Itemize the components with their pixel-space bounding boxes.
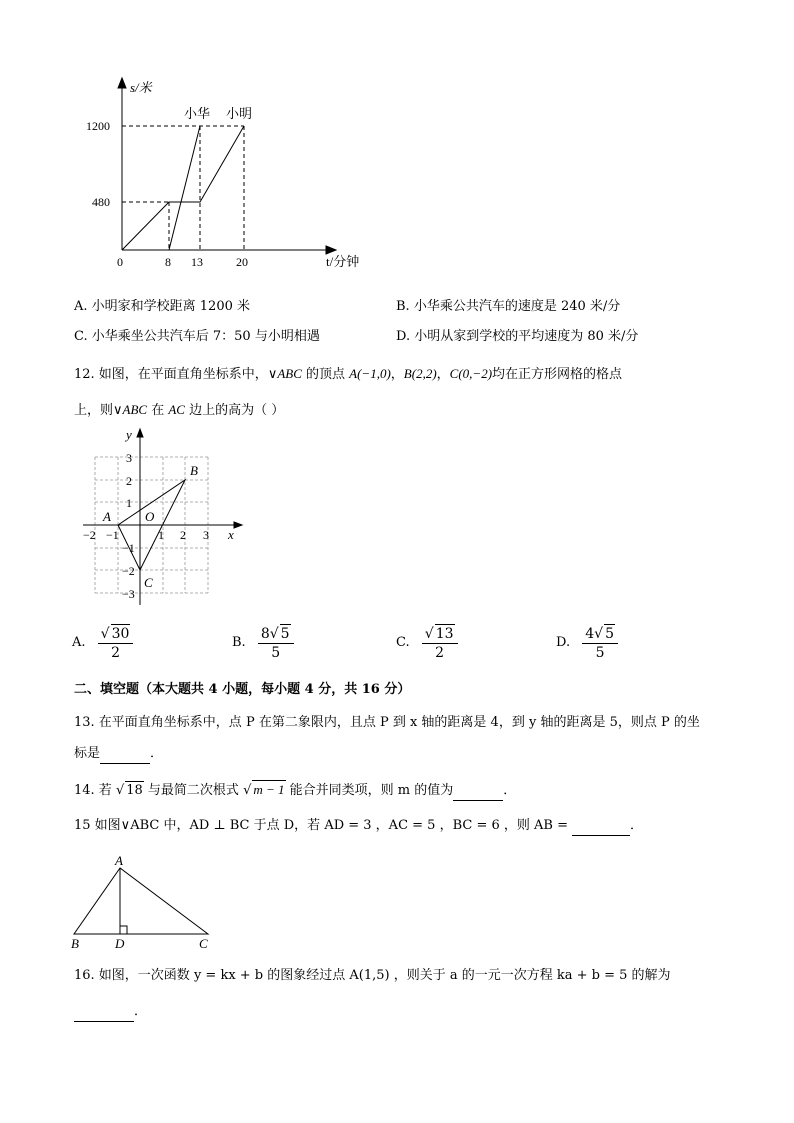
q12-option-b: B. $\frac{8√ 5}{5}$ xyxy=(232,624,294,662)
answer-blank[interactable] xyxy=(100,745,150,764)
y-label: y xyxy=(126,427,132,442)
xiaohua-line xyxy=(169,126,200,250)
y-tick-3: 3 xyxy=(126,451,132,465)
answer-blank[interactable] xyxy=(74,1003,134,1022)
y-tick-2: 2 xyxy=(126,474,132,488)
xiaoming-line xyxy=(122,126,244,250)
x-tick-neg1: −1 xyxy=(106,528,119,542)
q12-option-d: D. $\frac{4√ 5}{5}$ xyxy=(556,624,618,662)
label-xiaoming: 小明 xyxy=(226,106,253,121)
answer-blank[interactable] xyxy=(453,782,503,801)
point-a-label: A xyxy=(103,509,111,524)
x-tick-3: 3 xyxy=(203,528,209,542)
q12-option-c: C. $\frac{√ 13}{2}$ xyxy=(396,624,458,662)
distance-time-graph xyxy=(80,70,380,275)
x-axis-label: t/分钟 xyxy=(326,254,360,269)
label-xiaohua: 小华 xyxy=(184,106,211,121)
answer-blank[interactable] xyxy=(572,817,630,836)
q16-line2: ． xyxy=(74,1003,147,1022)
q14-line: 14. 若 √ 18 与最简二次根式 √ m − 1 能合并同类项，则 m 的值为 ． xyxy=(74,780,516,801)
vertex-c-label: C xyxy=(199,936,208,951)
q13-line2: 标是 ． xyxy=(74,745,163,764)
x-tick-neg2: −2 xyxy=(83,528,96,542)
vertex-b-label: B xyxy=(71,936,79,951)
q11-option-c: C. 小华乘坐公共汽车后 7：50 与小明相遇 xyxy=(74,329,320,344)
point-d-label: D xyxy=(115,936,125,951)
vertex-a-label: A xyxy=(115,853,123,868)
origin-label: O xyxy=(145,509,155,524)
y-tick-1200: 1200 xyxy=(86,119,110,133)
q15-line: 15 如图∨ABC 中，AD ⊥ BC 于点 D，若 AD = 3 ，AC = 5 ，BC = 6 ，则 AB = ． xyxy=(74,817,643,836)
q12-line2: 上，则∨ABC 在 AC 边上的高为（ ） xyxy=(74,402,285,418)
y-tick-neg1: −1 xyxy=(122,541,135,555)
y-tick-neg3: −3 xyxy=(122,587,135,601)
y-tick-neg2: −2 xyxy=(122,564,135,578)
coordinate-grid-figure xyxy=(78,425,250,613)
x-tick-1: 1 xyxy=(158,528,164,542)
q13-line1: 13. 在平面直角坐标系中，点 P 在第二象限内，且点 P 到 x 轴的距离是 4，到 y 轴的距离是 5，则点 P 的坐 xyxy=(74,715,700,730)
y-tick-480: 480 xyxy=(92,195,110,209)
y-tick-1: 1 xyxy=(126,496,132,510)
x-tick-2: 2 xyxy=(180,528,186,542)
q12-line1: 12. 如图，在平面直角坐标系中，∨ABC 的顶点 A(−1,0)，B(2,2)，C(0,−2)均在正方形网格的格点 xyxy=(74,366,623,382)
q12-option-a: A. $\frac{√ 30}{2}$ xyxy=(72,624,133,662)
point-c-label: C xyxy=(144,575,153,590)
q11-option-b: B. 小华乘公共汽车的速度是 240 米/分 xyxy=(396,299,621,314)
section-heading: 二、填空题（本大题共 4 小题，每小题 4 分，共 16 分） xyxy=(74,682,411,697)
q16-line1: 16. 如图，一次函数 y = kx + b 的图象经过点 A(1,5) ，则关于 a 的一元一次方程 ka + b = 5 的解为 xyxy=(74,968,671,983)
x-tick-0: 0 xyxy=(117,255,123,269)
x-label: x xyxy=(228,527,234,542)
x-tick-8: 8 xyxy=(165,255,171,269)
x-tick-20: 20 xyxy=(236,255,248,269)
x-tick-13: 13 xyxy=(191,255,203,269)
y-axis-label: s/米 xyxy=(130,80,152,95)
q11-option-d: D. 小明从家到学校的平均速度为 80 米/分 xyxy=(396,329,639,344)
triangle-figure xyxy=(66,850,216,952)
point-b-label: B xyxy=(190,463,198,478)
q11-option-a: A. 小明家和学校距离 1200 米 xyxy=(74,299,251,314)
